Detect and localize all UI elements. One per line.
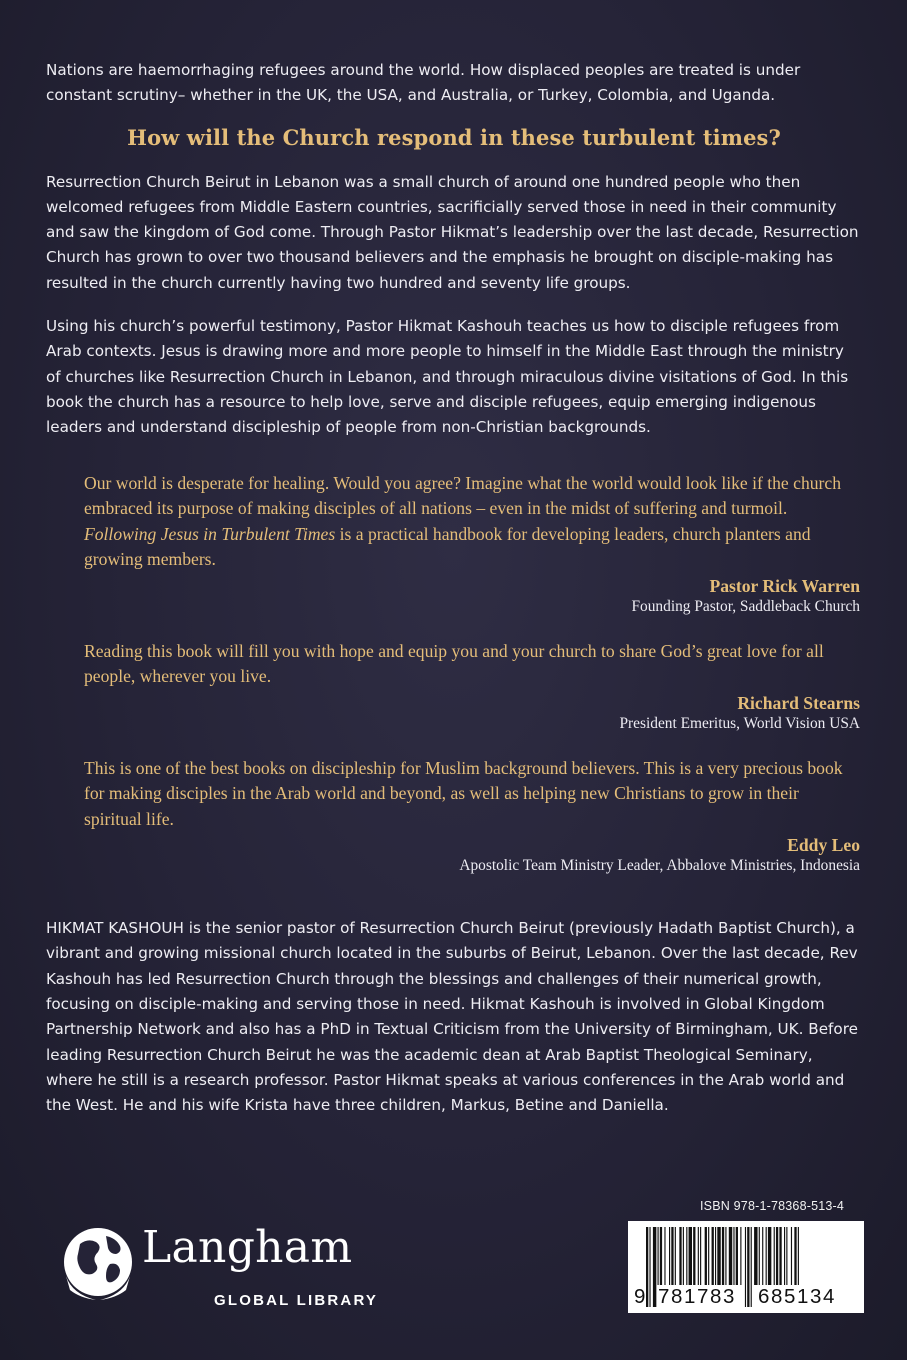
barcode-bar: [794, 1227, 796, 1285]
publisher-name: Langham: [142, 1222, 353, 1273]
barcode-bar: [774, 1227, 775, 1285]
barcode-bar: [658, 1227, 659, 1285]
barcode-bar: [693, 1227, 695, 1285]
endorser-name: Eddy Leo: [787, 835, 860, 856]
barcode-bar: [733, 1227, 734, 1285]
barcode-bar: [766, 1227, 767, 1285]
barcode-bar: [705, 1227, 707, 1285]
barcode: [628, 1221, 864, 1313]
endorsement-text: Reading this book will fill you with hope and equip you and your church to share God’s great love for all people, wherever you live.: [84, 640, 824, 687]
endorser-role: President Emeritus, World Vision USA: [619, 714, 860, 732]
endorser-role: Founding Pastor, Saddleback Church: [631, 597, 860, 615]
main-heading: How will the Church respond in these turbulent times?: [127, 124, 781, 150]
back-cover-content: [46, 58, 862, 1118]
endorsement-text: Our world is desperate for healing. Would you agree? Imagine what the world would look like if the church embraced its purpose of making disciples of all nations – even in the midst of suffering and turmoil. Following Jesus in Turbulent Times is a practical handbook for developing leaders, church planters and growing members.: [84, 472, 842, 570]
endorser-role: Apostolic Team Ministry Leader, Abbalove Ministries, Indonesia: [459, 857, 860, 875]
barcode-bar: [725, 1227, 726, 1285]
isbn-label: ISBN 978-1-78368-513-4: [700, 1199, 845, 1213]
barcode-bar: [669, 1227, 670, 1285]
barcode-bar: [700, 1227, 701, 1285]
barcode-bar: [798, 1227, 799, 1285]
book-title: Following Jesus in Turbulent Times: [84, 523, 336, 544]
barcode-bar: [683, 1227, 684, 1285]
endorsement-text: This is one of the best books on discipleship for Muslim background believers. This is a very precious book for making disciples in the Arab world and beyond, as well as helping new Christians to grow in their spiritual life.: [84, 757, 843, 829]
intro-paragraph: Nations are haemorrhaging refugees around the world. How displaced peoples are treated is under constant scrutiny– whether in the UK, the USA, and Australia, or Turkey, Colombia, and Uganda.: [46, 61, 801, 105]
barcode-bar: [717, 1227, 720, 1285]
author-bio: HIKMAT KASHOUH is the senior pastor of Resurrection Church Beirut (previously Hadath Baptist Church), a vibrant and growing missional church located in the suburbs of Beirut, Lebanon. Over the last decade, Rev Kashouh has led Resurrection Church through the blessings and challenges of their numerical growth, focusing on disciple-making and serving those in need. Hikmat Kashouh is involved in Global Kingdom Partnership Network and also has a PhD in Textual Criticism from the University of Birmingham, UK. Before leading Resurrection Church Beirut he was the academic dean at Arab Baptist Theological Seminary, where he still is a research professor. Pastor Hikmat speaks at various conferences in the Arab world and the West. He and his wife Krista have three children, Markus, Betine and Daniella.: [46, 919, 858, 1115]
endorsement-warren: [84, 471, 860, 617]
globe-hands-icon: [60, 1214, 136, 1318]
barcode-bar: [671, 1227, 673, 1285]
barcode-bar: [776, 1227, 778, 1285]
barcode-right-group: 685134: [758, 1285, 837, 1308]
publisher-logo: [60, 1214, 390, 1318]
barcode-bar: [791, 1227, 792, 1285]
endorser-name: Richard Stearns: [737, 692, 860, 713]
description-paragraph-1: Resurrection Church Beirut in Lebanon was a small church of around one hundred people who then welcomed refugees from Middle Eastern countries, sacrificially served those in need in their community and saw the kingdom of God come. Through Pastor Hikmat’s leadership over the last decade, Resurrection Church has grown to over two thousand believers and the emphasis he brought on disciple-making has resulted in the church currently having two hundred and seventy life groups.: [46, 172, 859, 292]
barcode-bar: [740, 1227, 741, 1285]
barcode-bar: [708, 1227, 709, 1285]
barcode-bar: [786, 1227, 787, 1285]
barcode-bar: [736, 1227, 738, 1285]
barcode-bar: [762, 1227, 763, 1285]
barcode-bar: [754, 1227, 757, 1285]
barcode-bar: [686, 1227, 687, 1285]
endorsement-stearns: [84, 639, 860, 734]
barcode-bar: [715, 1227, 716, 1285]
barcode-bar: [679, 1227, 681, 1285]
barcode-bar: [768, 1227, 771, 1285]
barcode-bar: [689, 1227, 692, 1285]
barcode-bar: [698, 1227, 699, 1285]
barcode-bar: [664, 1227, 665, 1285]
barcode-bar: [660, 1227, 662, 1285]
endorsements: [84, 471, 860, 877]
barcode-first-digit: 9: [634, 1285, 648, 1308]
publisher-subtitle: GLOBAL LIBRARY: [214, 1292, 379, 1309]
endorsement-leo: [84, 756, 860, 877]
barcode-bar: [729, 1227, 732, 1285]
barcode-bar: [784, 1227, 785, 1285]
barcode-bar: [712, 1227, 714, 1285]
barcode-bar: [675, 1227, 676, 1285]
endorser-name: Pastor Rick Warren: [709, 575, 860, 596]
barcode-bar: [779, 1227, 781, 1285]
barcode-left-group: 781783: [658, 1285, 737, 1308]
description-paragraph-2: Using his church’s powerful testimony, Pastor Hikmat Kashouh teaches us how to disciple refugees from Arab contexts. Jesus is drawing more and more people to himself in the Middle East through the ministry of churches like Resurrection Church in Lebanon, and through miraculous divine visitations of God. In this book the church has a resource to help love, serve and disciple refugees, equip emerging indigenous leaders and understand discipleship of people from non-Christian backgrounds.: [46, 317, 849, 437]
barcode-bar: [722, 1227, 724, 1285]
barcode-bar: [759, 1227, 760, 1285]
barcode-digits: [628, 1284, 864, 1310]
